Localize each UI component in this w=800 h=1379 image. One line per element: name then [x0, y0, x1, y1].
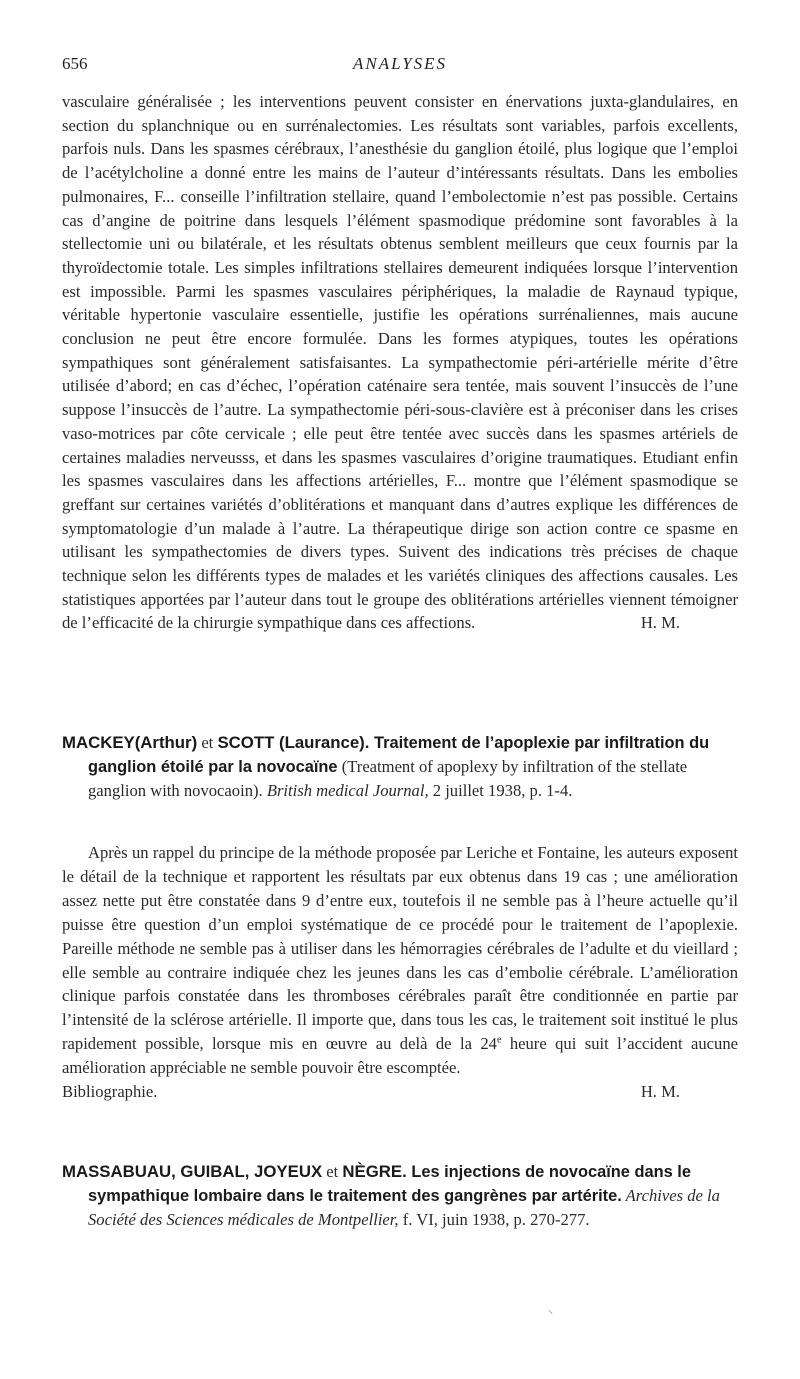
page-number: 656	[62, 54, 88, 73]
reference-details: f. VI, juin 1938, p. 270-277.	[398, 1210, 590, 1229]
reference-authors-2: NÈGRE.	[342, 1162, 407, 1181]
review-signature: H. M.	[640, 613, 680, 633]
author-connector: et	[322, 1162, 343, 1181]
paragraph-body: vasculaire généralisée ; les interventions peuvent consister en énervations juxta-glandulaires, en section du splanchnique ou en surrénalectomies. Les résultats sont variables, parfois excellents, parfois nuls. Dans les spasmes cérébraux, l’anesthésie du ganglion étoilé, plus logique que l’emploi de l’acétylcholine a donné entre les mains de l’auteur d’intéressants résultats. Dans les embolies pulmonaires, F... conseille l’infiltration stellaire, quand l’embolectomie n’est pas possible. Certains cas d’angine de poitrine dans lesquels l’élément spasmodique prédomine sont favorables à la stellectomie uni ou bilatérale, et les résultats obtenus semblent meilleurs que ceux fournis par la thyroïdectomie totale. Les simples infiltrations stellaires demeurent indiquées lorsque l’intervention est impossible. Parmi les spasmes vasculaires périphériques, la maladie de Raynaud typique, véritable hypertonie vasculaire essentielle, justifie les opérations surrénaliennes, mais aucune conclusion ne peut être encore formulée. Dans les formes atypiques, toutes les opérations sympathiques sont généralement satisfaisantes. La sympathectomie péri-artérielle mérite d’être utilisée d’abord; en cas d’échec, l’opération caténaire sera tentée, mais souvent l’insuccès de l’une suppose l’insuccès de l’autre. La sympathectomie péri-sous-clavière est à préconiser dans les crises vaso-motrices par côte cervicale ; elle peut être tentée avec succès dans les spasmes artériels de certaines maladies nerveusss, et dans les spasmes vasculaires d’origine traumatiques. Etudiant enfin les spasmes vasculaires dans les affections artérielles, F... montre que l’élément spasmodique se greffant sur certaines variétés d’oblitérations et manquant dans d’autres explique les différences de symptomatologie d’un malade à l’autre. La thérapeutique dirige son action contre ce spasme en utilisant les sympathectomies de divers types. Suivent des indications très précises de chaque technique selon les différents types de malades et les variétés cliniques des affections causales. Les statistiques apportées par l’auteur dans tout le groupe des oblitérations artérielles viennent témoigner de l’efficacité de la chirurgie sympathique dans ces affections.	[62, 92, 738, 633]
reference-journal: Archives de la Société des Sciences médicales de Montpellier,	[88, 1186, 720, 1229]
reference-entry-1	[62, 731, 738, 803]
review-paragraph-1	[62, 90, 738, 635]
author-connector: et	[197, 733, 218, 752]
bibliography-line	[62, 1080, 738, 1104]
superscript: e	[496, 1034, 502, 1046]
reference-details: 2 juillet 1938, p. 1-4.	[428, 781, 573, 800]
reference-citation	[62, 731, 738, 803]
page-header	[62, 54, 738, 82]
reference-translation: (Treatment of apoplexy by infiltration of the stellate ganglion with novocaoin).	[88, 757, 688, 800]
reference-authors-2: SCOTT (Laurance).	[217, 733, 370, 752]
paragraph-body-end: heure qui suit l’accident aucune amélioration appréciable ne semble pouvoir être escomptée.	[62, 1034, 738, 1078]
reference-authors: MASSABUAU, GUIBAL, JOYEUX	[62, 1162, 323, 1181]
reference-title: Les injections de novocaïne dans le sympathique lombaire dans le traitement des gangrènes par artérite.	[88, 1163, 691, 1205]
reference-journal: British medical Journal,	[262, 781, 429, 800]
reference-citation	[62, 1160, 738, 1232]
review-paragraph-2	[62, 841, 738, 1104]
reference-title: Traitement de l’apoplexie par infiltration du ganglion étoilé par la novocaïne	[88, 734, 710, 776]
stray-mark: ⸜	[548, 1305, 553, 1316]
paragraph-text	[62, 841, 738, 1080]
reference-authors: MACKEY(Arthur)	[62, 733, 198, 752]
review-signature: H. M.	[640, 1082, 680, 1102]
bibliography-label: Bibliographie.	[62, 1082, 158, 1102]
running-title: ANALYSES	[352, 54, 448, 73]
reference-entry-2	[62, 1160, 738, 1232]
paragraph-body: Après un rappel du principe de la méthode proposée par Leriche et Fontaine, les auteurs exposent le détail de la technique et rapportent les résultats par eux obtenus dans 19 cas ; une amélioration assez nette put être constatée dans 9 d’entre eux, toutefois il ne semble pas à l’heure actuelle qu’il puisse être question d’un emploi systématique de ce procédé pour le traitement de l’apoplexie. Pareille méthode ne semble pas à utiliser dans les hémorragies cérébrales de l’adulte et du vieillard ; elle semble au contraire indiquée chez les jeunes dans les cas d’embolie cérébrale. L’amélioration clinique parfois constatée dans les thromboses cérébrales paraît être conditionnée en partie par l’intensité de la sclérose artérielle. Il importe que, dans tous les cas, le traitement soit institué le plus rapidement possible, lorsque mis en œuvre au delà de la 24	[62, 843, 738, 1054]
paragraph-text	[62, 90, 738, 635]
